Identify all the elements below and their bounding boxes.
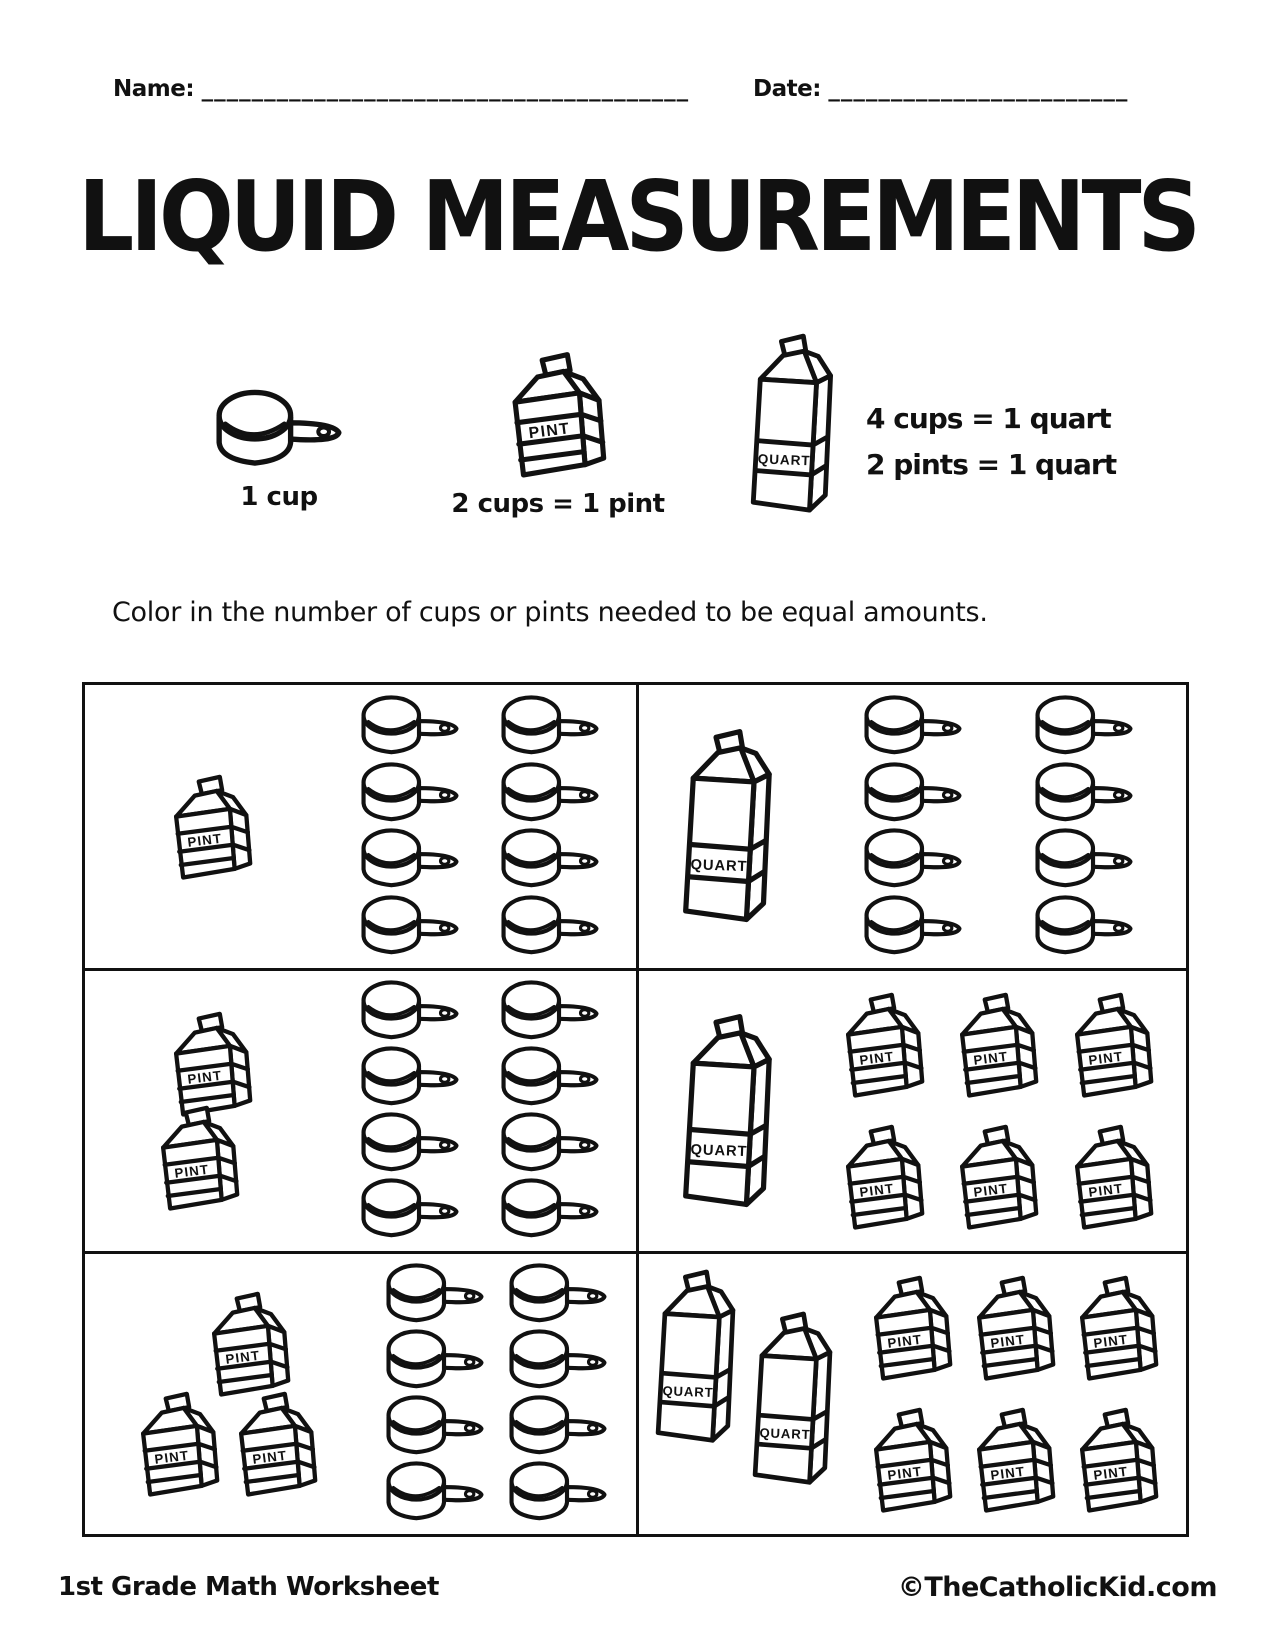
instruction-text: Color in the number of cups or pints needed to be equal amounts.: [112, 597, 988, 628]
name-label: Name:: [113, 76, 195, 102]
cell-6-colorable-group: [858, 1254, 1186, 1534]
measuring-cup-icon: [358, 1177, 462, 1242]
equation-cups-quart: 4 cups = 1 quart: [866, 402, 1111, 435]
date-field: [753, 76, 1128, 102]
cell-2-target-group: [639, 685, 825, 968]
quart-carton-icon: [750, 1308, 844, 1490]
grid-cell-2: [636, 685, 1186, 968]
measuring-cup-icon: [1032, 761, 1136, 826]
cell-1-target-group: [85, 685, 338, 968]
pint-carton-icon: [838, 1123, 930, 1231]
pint-carton-icon: [866, 1274, 958, 1382]
name-blank-line: _______________________________________: [201, 76, 690, 102]
measuring-cup-icon: [861, 827, 965, 892]
quart-label: QUART: [690, 857, 748, 876]
name-field: [113, 76, 689, 102]
cell-3-target-group: [85, 971, 338, 1251]
grid-cell-3: [85, 968, 636, 1251]
measuring-cup-icon: [506, 1460, 610, 1525]
measuring-cup-icon: [506, 1328, 610, 1393]
pint-carton-icon: [166, 773, 258, 881]
grid-cell-5: [85, 1251, 636, 1534]
measuring-cup-icon: [358, 761, 462, 826]
pint-label: PINT: [186, 1068, 223, 1088]
pint-carton-icon: [231, 1390, 323, 1498]
pint-carton-icon: [969, 1406, 1061, 1514]
pint-carton-icon: [1072, 1406, 1164, 1514]
measuring-cup-icon: [358, 827, 462, 892]
measuring-cup-icon: [498, 827, 602, 892]
pint-label: PINT: [251, 1447, 289, 1467]
pint-label: PINT: [224, 1348, 262, 1368]
pint-carton-icon: [1067, 991, 1159, 1099]
grid-cell-6: [636, 1251, 1186, 1534]
measuring-cup-icon: [358, 894, 462, 959]
measuring-cup-icon: [498, 761, 602, 826]
measuring-cup-icon: [861, 761, 965, 826]
pint-label: PINT: [989, 1463, 1026, 1484]
pint-carton-icon: [166, 1010, 258, 1118]
worksheet-grid: [82, 682, 1189, 1537]
footer-credit: ©TheCatholicKid.com: [897, 1572, 1217, 1603]
pint-label: PINT: [989, 1331, 1026, 1352]
date-label: Date:: [753, 76, 821, 102]
legend-pint: [451, 350, 665, 519]
cell-6-target-group: [639, 1254, 858, 1534]
quart-carton-icon: [680, 725, 784, 928]
equation-pints-quart: 2 pints = 1 quart: [866, 448, 1117, 481]
pint-carton-icon: [952, 1123, 1044, 1231]
pint-label: PINT: [858, 1048, 896, 1069]
pint-label: PINT: [186, 830, 223, 850]
measuring-cup-icon: [1032, 827, 1136, 892]
pint-carton-icon: [1072, 1274, 1164, 1382]
measuring-cup-icon: [212, 388, 346, 472]
measuring-cup-icon: [498, 1111, 602, 1176]
footer-grade-label: 1st Grade Math Worksheet: [58, 1572, 439, 1602]
cell-4-target-group: [639, 971, 825, 1251]
legend-quart: [744, 330, 848, 522]
pint-label: PINT: [973, 1048, 1010, 1069]
quart-carton-icon: [748, 330, 845, 518]
cell-5-colorable-group: [372, 1254, 637, 1534]
legend-pint-caption: 2 cups = 1 pint: [451, 488, 665, 519]
cell-3-colorable-group: [338, 971, 636, 1251]
measuring-cup-icon: [383, 1262, 487, 1327]
measuring-cup-icon: [498, 1177, 602, 1242]
quart-label: QUART: [757, 451, 811, 469]
pint-carton-icon: [952, 991, 1044, 1099]
measuring-cup-icon: [498, 694, 602, 759]
quart-carton-icon: [653, 1266, 747, 1448]
measuring-cup-icon: [383, 1394, 487, 1459]
grid-cell-1: [85, 685, 636, 968]
pint-label: PINT: [1092, 1331, 1130, 1352]
date-blank-line: ________________________: [828, 76, 1129, 102]
legend-equations: [866, 396, 1116, 488]
grid-cell-4: [636, 968, 1186, 1251]
measuring-cup-icon: [358, 979, 462, 1044]
pint-label: PINT: [886, 1331, 923, 1352]
measuring-cup-icon: [358, 1045, 462, 1110]
measuring-cup-icon: [861, 694, 965, 759]
pint-label: PINT: [1087, 1048, 1124, 1069]
pint-carton-icon: [1067, 1123, 1159, 1231]
pint-label: PINT: [886, 1463, 923, 1484]
pint-carton-icon: [838, 991, 930, 1099]
measuring-cup-icon: [1032, 894, 1136, 959]
measuring-cup-icon: [383, 1460, 487, 1525]
quart-label: QUART: [759, 1425, 812, 1443]
legend-cup-caption: 1 cup: [240, 481, 318, 512]
pint-label: PINT: [173, 1161, 210, 1181]
measuring-cup-icon: [498, 894, 602, 959]
page-title: LIQUID MEASUREMENTS: [78, 160, 1197, 274]
pint-label: PINT: [153, 1447, 191, 1467]
cell-5-target-group: [85, 1254, 372, 1534]
pint-label: PINT: [1087, 1180, 1124, 1201]
pint-carton-icon: [204, 1290, 296, 1398]
measuring-cup-icon: [506, 1394, 610, 1459]
quart-label: QUART: [690, 1141, 748, 1160]
pint-label: PINT: [858, 1180, 896, 1201]
pint-label: PINT: [527, 420, 572, 443]
quart-label: QUART: [662, 1383, 714, 1401]
measuring-cup-icon: [1032, 694, 1136, 759]
pint-label: PINT: [1092, 1463, 1130, 1484]
measuring-cup-icon: [358, 694, 462, 759]
pint-carton-icon: [503, 350, 613, 479]
measuring-cup-icon: [358, 1111, 462, 1176]
cell-1-colorable-group: [338, 685, 636, 968]
cell-4-colorable-group: [825, 971, 1186, 1251]
pint-carton-icon: [866, 1406, 958, 1514]
pint-carton-icon: [133, 1390, 225, 1498]
quart-carton-icon: [680, 1010, 784, 1213]
pint-carton-icon: [153, 1104, 245, 1212]
measuring-cup-icon: [498, 979, 602, 1044]
measuring-cup-icon: [861, 894, 965, 959]
measuring-cup-icon: [498, 1045, 602, 1110]
pint-label: PINT: [973, 1180, 1010, 1201]
measuring-cup-icon: [383, 1328, 487, 1393]
legend-cup: [204, 388, 354, 512]
measuring-cup-icon: [506, 1262, 610, 1327]
cell-2-colorable-group: [825, 685, 1186, 968]
pint-carton-icon: [969, 1274, 1061, 1382]
